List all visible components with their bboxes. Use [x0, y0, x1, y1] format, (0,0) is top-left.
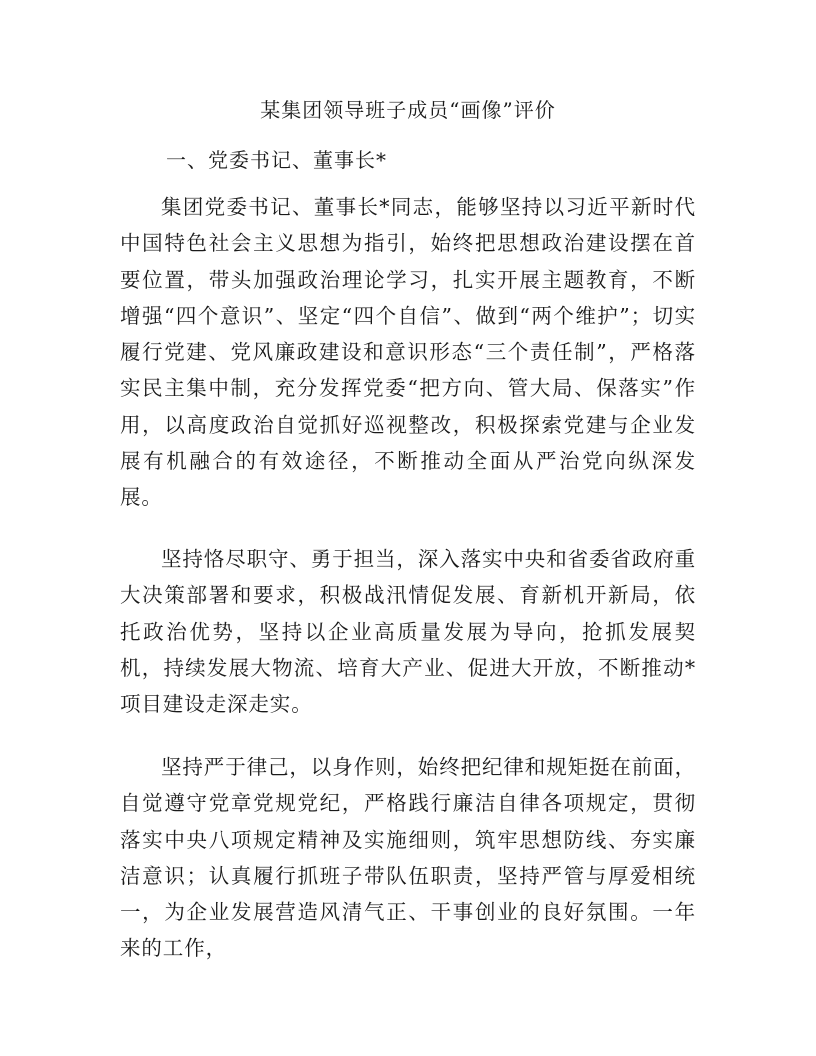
document-title: 某集团领导班子成员“画像”评价: [260, 98, 556, 122]
body-paragraph: 坚持恪尽职守、勇于担当，深入落实中央和省委省政府重大决策部署和要求，积极战汛情促发展、育新机开新局，依托政治优势，坚持以企业高质量发展为导向，抢抓发展契机，持续发展大物流、培育大产业、促进大开放，不断推动*项目建设走深走实。: [120, 547, 696, 717]
body-paragraph: 坚持严于律己，以身作则，始终把纪律和规矩挺在前面，自觉遵守党章党规党纪，严格践行廉洁自律各项规定，贯彻落实中央八项规定精神及实施细则，筑牢思想防线、夯实廉洁意识；认真履行抓班子带队伍职责，坚持严管与厚爱相统一，为企业发展营造风清气正、干事创业的良好氛围。一年来的工作，: [120, 755, 696, 961]
section-heading: 一、党委书记、董事长*: [166, 148, 387, 172]
body-paragraph: 集团党委书记、董事长*同志，能够坚持以习近平新时代中国特色社会主义思想为指引，始终把思想政治建设摆在首要位置，带头加强政治理论学习，扎实开展主题教育，不断增强“四个意识”、坚定“四个自信”、做到“两个维护”；切实履行党建、党风廉政建设和意识形态“三个责任制”，严格落实民主集中制，充分发挥党委“把方向、管大局、保落实”作用，以高度政治自觉抓好巡视整改，积极探索党建与企业发展有机融合的有效途径，不断推动全面从严治党向纵深发展。: [120, 195, 696, 510]
